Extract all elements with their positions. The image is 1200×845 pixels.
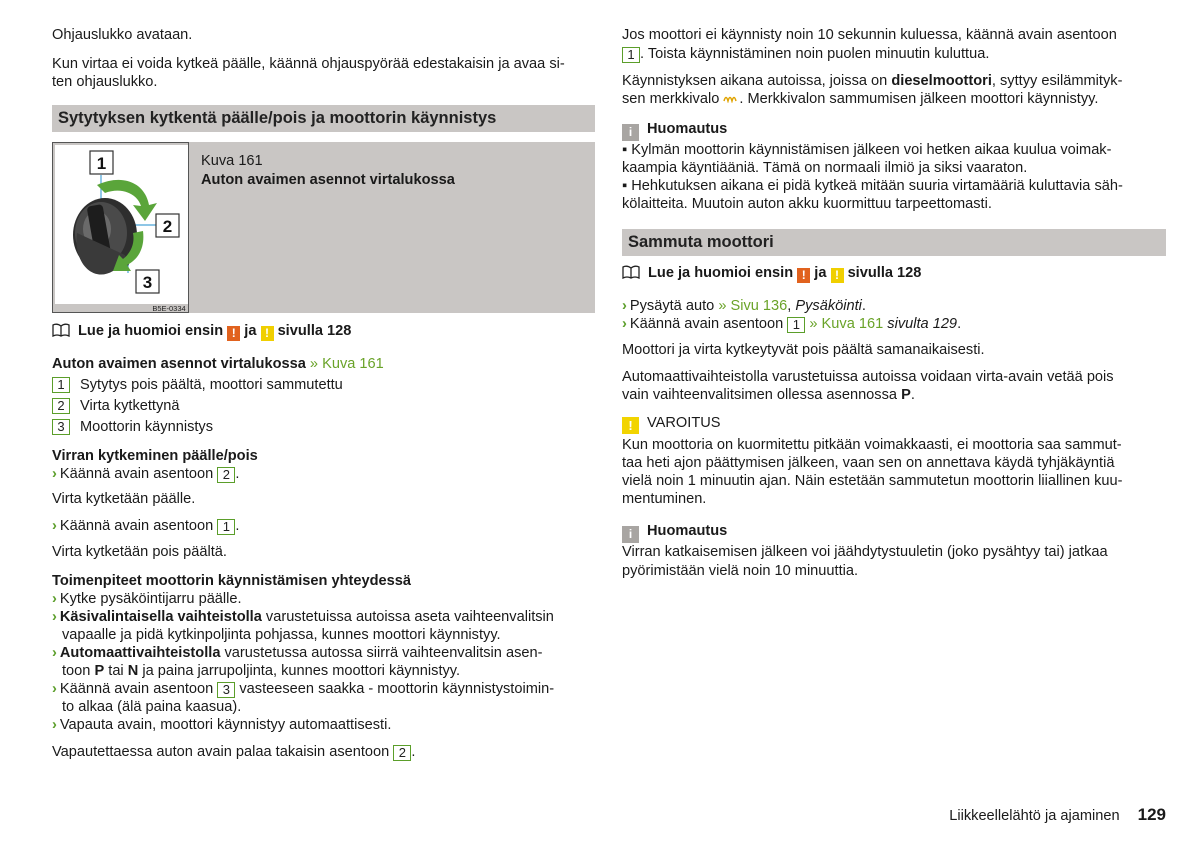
step: › Pysäytä auto » Sivu 136, Pysäköinti.: [622, 298, 866, 314]
position-badge: 1: [217, 519, 235, 535]
ignition-lock-illustration: [53, 143, 189, 313]
figure-title: Auton avaimen asennot virtalukossa: [201, 172, 455, 188]
list-item: 1 Sytytys pois päältä, moottori sammutettu: [52, 376, 595, 394]
danger-icon: !: [797, 268, 810, 283]
read-first-line: [622, 264, 1166, 283]
figure-link[interactable]: » Kuva 161: [809, 316, 884, 332]
note-heading: i Huomautus: [622, 120, 1166, 141]
warning-icon: !: [622, 417, 639, 434]
info-icon: i: [622, 124, 639, 141]
chevron-right-icon: ›: [52, 645, 57, 661]
position-badge: 3: [52, 419, 70, 435]
bullet-icon: ▪: [622, 178, 628, 194]
step: › Käsivalintaisella vaihteistolla varustetuissa autoissa aseta vaihteenvalitsin: [52, 609, 554, 625]
section-heading: Sammuta moottori: [622, 229, 1166, 256]
read-first-text: Lue ja huomioi ensin: [648, 265, 794, 281]
chevron-right-icon: ›: [622, 298, 627, 314]
note-bullet: ▪ Kylmän moottorin käynnistämisen jälkeen voi hetken aikaa kuulua voimak-: [622, 142, 1112, 158]
position-badge: 1: [787, 317, 805, 333]
step: › Automaattivaihteistolla varustetussa autossa siirrä vaihteenvalitsin asen-: [52, 645, 543, 661]
paragraph: Virta kytketään päälle.: [52, 491, 196, 507]
note-line: Virran katkaisemisen jälkeen voi jäähdytystuuletin (joko pysähtyy tai) jatkaa: [622, 544, 1108, 560]
list-item: 2 Virta kytkettynä: [52, 397, 595, 415]
note-line: pyörimistään vielä noin 10 minuuttia.: [622, 563, 859, 579]
chapter-title: Liikkeellelähtö ja ajaminen: [949, 808, 1120, 824]
step: › Käännä avain asentoon 3 vasteeseen saakka - moottorin käynnistystoimin-: [52, 681, 555, 697]
warning-line: Kun moottoria on kuormitettu pitkään voimakkaasti, ei moottoria saa sammut-: [622, 437, 1122, 453]
step-continuation: vapaalle ja pidä kytkinpoljinta pohjassa, kunnes moottori käynnistyy.: [62, 627, 501, 643]
read-first-page: sivulla 128: [847, 265, 922, 281]
figure-label-3: 3: [142, 273, 153, 292]
subheading: Toimenpiteet moottorin käynnistämisen yhteydessä: [52, 573, 411, 589]
glow-plug-icon: [723, 93, 739, 103]
warning-line: taa heti ajon päättymisen jälkeen, vaan sen on annettava käydä tyhjäkäyntiä: [622, 455, 1115, 471]
warning-line: mentuminen.: [622, 491, 707, 507]
danger-icon: !: [227, 326, 240, 341]
page-link[interactable]: » Sivu 136: [718, 298, 788, 314]
figure-code: B5E-0334: [152, 304, 186, 313]
position-badge: 1: [622, 47, 640, 63]
paragraph: 1 . Toista käynnistäminen noin puolen minuutin kuluttua.: [622, 45, 1166, 63]
book-icon: [52, 323, 70, 337]
figure-label-2: 2: [162, 217, 173, 236]
info-icon: i: [622, 526, 639, 543]
position-badge: 2: [217, 467, 235, 483]
paragraph: Kun virtaa ei voida kytkeä päälle, käännä ohjauspyörää edestakaisin ja avaa si-: [52, 56, 565, 72]
step-continuation: to alkaa (älä paina kaasua).: [62, 699, 242, 715]
note-line: kölaitteita. Muutoin auton akku kuormittuu tarpeettomasti.: [622, 196, 992, 212]
note-bullet: ▪ Hehkutuksen aikana ei pidä kytkeä mitään suuria virtamääriä kuluttavia säh-: [622, 178, 1123, 194]
read-first-and: ja: [814, 265, 827, 281]
page-footer: [949, 806, 1166, 825]
read-first-text: Lue ja huomioi ensin: [78, 323, 224, 339]
figure-caption-box: [189, 142, 595, 313]
subheading: Virran kytkeminen päälle/pois: [52, 448, 258, 464]
book-icon: [622, 265, 640, 279]
figure-number: Kuva 161: [201, 153, 263, 169]
warning-line: vielä noin 1 minuutin ajan. Näin estetään sammutetun moottorin liiallinen kuu-: [622, 473, 1123, 489]
figure-label-1: 1: [96, 154, 107, 173]
paragraph: Vapautettaessa auton avain palaa takaisin asentoon 2 .: [52, 744, 416, 760]
key-positions-figure: [52, 142, 189, 313]
step: › Vapauta avain, moottori käynnistyy automaattisesti.: [52, 717, 392, 733]
step: › Kytke pysäköintijarru päälle.: [52, 591, 242, 607]
read-first-line: [52, 322, 595, 341]
chevron-right-icon: ›: [622, 316, 627, 332]
chevron-right-icon: ›: [52, 518, 57, 534]
figure-link[interactable]: » Kuva 161: [309, 356, 384, 372]
step-continuation: toon P tai N ja paina jarrupoljinta, kunnes moottori käynnistyy.: [62, 663, 461, 679]
caution-icon: !: [831, 268, 844, 283]
paragraph: sen merkkivalo . Merkkivalon sammumisen jälkeen moottori käynnistyy.: [622, 91, 1099, 107]
step: › Käännä avain asentoon 2 .: [52, 466, 240, 482]
position-badge: 2: [393, 745, 411, 761]
section-heading: Sytytyksen kytkentä päälle/pois ja moottorin käynnistys: [52, 105, 595, 132]
chevron-right-icon: ›: [52, 717, 57, 733]
positions-heading: Auton avaimen asennot virtalukossa » Kuva 161: [52, 356, 384, 372]
chevron-right-icon: ›: [52, 591, 57, 607]
note-heading: i Huomautus: [622, 522, 1166, 543]
read-first-and: ja: [244, 323, 257, 339]
step: › Käännä avain asentoon 1 .: [52, 518, 240, 534]
paragraph: Ohjauslukko avataan.: [52, 27, 193, 43]
note-line: kaampia käyntiääniä. Tämä on normaali ilmiö ja siksi vaaraton.: [622, 160, 1028, 176]
chevron-right-icon: ›: [52, 466, 57, 482]
chevron-right-icon: ›: [52, 609, 57, 625]
page-number: 129: [1137, 805, 1166, 824]
position-badge: 1: [52, 377, 70, 393]
bullet-icon: ▪: [622, 142, 628, 158]
position-badge: 2: [52, 398, 70, 414]
read-first-page: sivulla 128: [277, 323, 352, 339]
chevron-right-icon: ›: [52, 681, 57, 697]
paragraph: Automaattivaihteistolla varustetuissa autoissa voidaan virta-avain vetää pois: [622, 369, 1114, 385]
caution-icon: !: [261, 326, 274, 341]
list-item: 3 Moottorin käynnistys: [52, 418, 595, 436]
paragraph: Käynnistyksen aikana autoissa, joissa on dieselmoottori, syttyy esilämmityk-: [622, 73, 1123, 89]
paragraph: vain vaihteenvalitsimen ollessa asennossa P.: [622, 387, 915, 403]
paragraph: ten ohjauslukko.: [52, 74, 158, 90]
warning-heading: ! VAROITUS: [622, 414, 1166, 434]
paragraph: Jos moottori ei käynnisty noin 10 sekunnin kuluessa, käännä avain asentoon: [622, 27, 1117, 43]
paragraph: Virta kytketään pois päältä.: [52, 544, 227, 560]
paragraph: Moottori ja virta kytkeytyvät pois päältä samanaikaisesti.: [622, 342, 985, 358]
position-badge: 3: [217, 682, 235, 698]
step: › Käännä avain asentoon 1 » Kuva 161 sivulta 129.: [622, 316, 962, 332]
